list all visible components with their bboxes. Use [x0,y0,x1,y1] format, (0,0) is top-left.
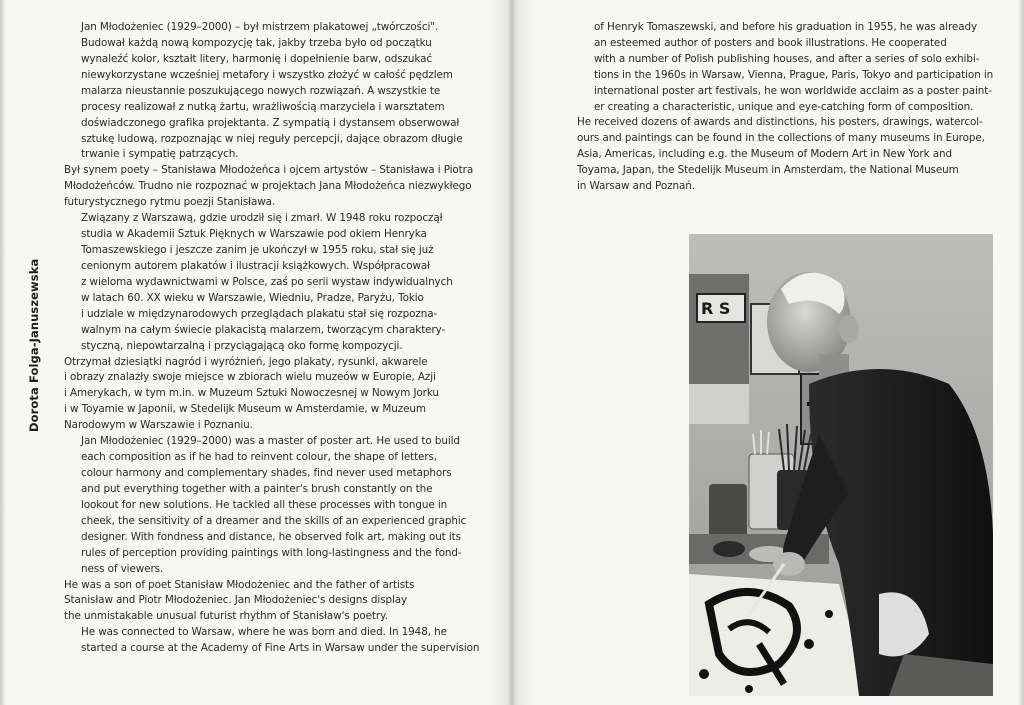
left-text-line: colour harmony and complementary shades, find never used metaphors [81,467,452,480]
left-text-line: Tomaszewskiego i jeszcze zanim je ukończył w 1955 roku, stał się już [81,244,434,257]
left-text-line: studia w Akademii Sztuk Pięknych w Warszawie pod okiem Henryka [81,228,427,241]
left-text-line: walnym na całym świecie plakacistą malarzem, tworzącym charaktery- [81,323,446,336]
left-text-line: rules of perception providing paintings with long-lastingness and the fond- [81,546,462,559]
left-text-line: Związany z Warszawą, gdzie urodził się i zmarł. W 1948 roku rozpoczął [81,212,443,225]
left-text-line: trwanie i sympatię patrzących. [81,148,239,161]
left-text-line: and put everything together with a painter's brush constantly on the [81,482,433,495]
left-text-line: w latach 60. XX wieku w Warszawie, Wiedniu, Pradze, Paryżu, Tokio [81,291,424,304]
left-text-line: malarza nieustannie poszukującego nowych rozwiązań. A wszystkie te [81,84,441,97]
left-text-line: procesy realizował z nutką żartu, wrażliwością marzyciela i warsztatem [81,100,445,113]
right-text-line: er creating a characteristic, unique and eye-catching form of composition. [594,100,974,113]
right-text-line: an esteemed author of posters and book illustrations. He cooperated [594,36,947,49]
left-text-line: styczną, niepowtarzalną i przyciągającą oko formę kompozycji. [81,339,403,352]
left-text-line: Młodożeńców. Trudno nie rozpoznać w projektach Jana Młodożeńca niezwykłego [64,180,472,193]
left-text-line: Budował każdą nową kompozycję tak, jakby trzeba było od początku [81,36,432,49]
page-edge-left [0,0,6,705]
left-text-line: sztukę ludową, rozpoznając w niej reguły percepcji, dające obrazom długie [81,132,463,145]
left-text-line: Był synem poety – Stanisława Młodożeńca i ojcem artystów – Stanisława i Piotra [64,164,474,177]
left-text-line: Otrzymał dziesiątki nagród i wyróżnień, jego plakaty, rysunki, akwarele [64,355,428,368]
left-text-line: cenionym autorem plakatów i ilustracji książkowych. Współpracował [81,259,430,272]
right-text-line: of Henryk Tomaszewski, and before his graduation in 1955, he was already [594,21,978,33]
left-text-line: Jan Młodożeniec (1929–2000) – był mistrzem plakatowej „twórczości". [81,21,439,33]
left-text-line: doświadczonego grafika projektanta. Z sympatią i dystansem obserwował [81,116,460,129]
page-edge-right [1018,0,1024,705]
left-text-line: lookout for new solutions. He tackled all these processes with tongue in [81,498,448,511]
left-text-line: Jan Młodożeniec (1929–2000) was a master of poster art. He used to build [81,435,460,448]
left-text-line: He was a son of poet Stanisław Młodożeniec and the father of artists [64,578,415,591]
right-text-line: in Warsaw and Poznań. [577,180,695,192]
left-text-line: wynaleźć kolor, kształt litery, harmonię i dopełnienie barw, odszukać [81,52,432,65]
right-text-line: ours and paintings can be found in the collections of many museums in Europe, [577,132,985,145]
left-text-line: i w Toyamie w Japonii, w Stedelijk Museum w Amsterdamie, w Muzeum [64,403,426,416]
artist-photo [689,234,993,696]
left-text-line: Stanisław and Piotr Młodożeniec. Jan Młodożeniec's designs display [64,594,408,607]
right-text-line: tions in the 1960s in Warsaw, Vienna, Prague, Paris, Tokyo and participation in [594,68,994,81]
left-text-line: cheek, the sensitivity of a dreamer and the skills of an experienced graphic [81,514,467,527]
left-text-line: i obrazy znalazły swoje miejsce w zbiorach wielu muzeów w Europie, Azji [64,371,436,384]
right-text-line: Asia, Americas, including e.g. the Museum of Modern Art in New York and [577,148,952,161]
right-text-line: Toyama, Japan, the Stedelijk Museum in Amsterdam, the National Museum [577,164,959,177]
left-text-line: Narodowym w Warszawie i Poznaniu. [64,419,253,432]
left-text-line: started a course at the Academy of Fine Arts in Warsaw under the supervision [81,642,480,655]
right-text-line: international poster art festivals, he won worldwide acclaim as a poster paint- [594,84,992,97]
left-text-line: i udziale w międzynarodowych przeglądach plakatu stał się rozpozna- [81,307,438,320]
photograph-artist-painting-icon [689,234,993,696]
left-text-line: ness of viewers. [81,562,164,575]
left-text-line: futurystycznego rytmu poezji Stanisława. [64,196,276,209]
left-text-line: niewykorzystane wcześniej metafory i wszystko złożyć w całość pędzlem [81,68,453,81]
left-text-line: He was connected to Warsaw, where he was born and died. In 1948, he [81,626,447,639]
left-text-line: i Amerykach, w tym m.in. w Muzeum Sztuki Nowoczesnej w Nowym Jorku [64,387,439,400]
author-name: Dorota Folga-Januszewska [27,258,41,432]
left-text-line: each composition as if he had to reinvent colour, the shape of letters, [81,451,438,464]
left-text-line: the unmistakable unusual futurist rhythm of Stanisław's poetry. [64,610,388,623]
left-text-line: designer. With fondness and distance, he observed folk art, making out its [81,530,461,543]
right-text-line: with a number of Polish publishing houses, and after a series of solo exhibi- [594,52,980,65]
svg-text:R S: R S [701,299,731,318]
right-text-line: He received dozens of awards and distinctions, his posters, drawings, watercol- [577,116,983,129]
left-text-line: z wieloma wydawnictwami w Polsce, zaś po serii wystaw indywidualnych [81,275,453,288]
